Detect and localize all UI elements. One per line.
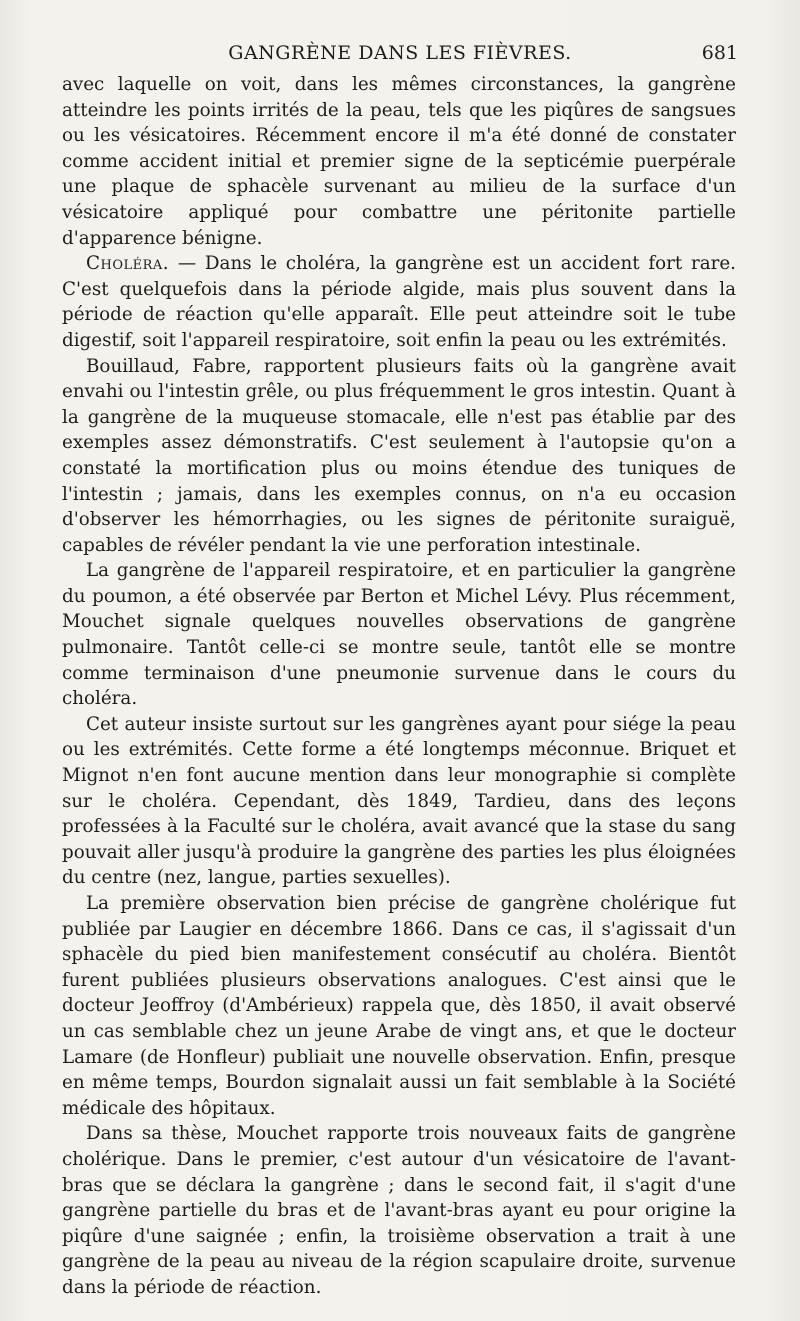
section-heading-cholera: Choléra.	[86, 253, 170, 275]
page-header	[62, 38, 738, 68]
paragraph-text: Bouillaud, Fabre, rapportent plusieurs faits où la gangrène avait envahi ou l'intestin grêle, ou plus fréquemment le gros intestin. Quant à la gangrène de la muqueuse stomacale, elle n'est pas établie par des exemples assez démonstratifs. C'est seulement à l'autopsie qu'on a constaté la mortification plus ou moins étendue des tuniques de l'intestin ; jamais, dans les exemples connus, on n'a eu occasion d'observer les hémorrhagies, ou les signes de péritonite suraiguë, capables de révéler pendant la vie une perforation intestinale.	[62, 355, 736, 556]
paragraph-continuation	[62, 72, 736, 251]
running-title: GANGRÈNE DANS LES FIÈVRES.	[228, 42, 572, 64]
paragraph-text: Dans sa thèse, Mouchet rapporte trois nouveaux faits de gangrène cholérique. Dans le premier, c'est autour d'un vésicatoire de l'avant-bras que se déclara la gangrène ; dans le second fait, il s'agit d'une gangrène partielle du bras et de l'avant-bras ayant eu pour origine la piqûre d'une saignée ; enfin, la troisième observation a trait à une gangrène de la peau au niveau de la région scapulaire droite, survenue dans la période de réaction.	[62, 1123, 736, 1298]
paragraph-intestine	[62, 354, 736, 559]
body-text	[62, 72, 736, 1301]
paragraph-text: — Dans le choléra, la gangrène est un accident fort rare. C'est quelquefois dans la période algide, mais plus souvent dans la période de réaction qu'elle apparaît. Elle peut atteindre soit le tube digestif, soit l'appareil respiratoire, soit enfin la peau ou les extrémités.	[62, 253, 736, 351]
page-number: 681	[701, 42, 738, 64]
paragraph-mouchet-thesis	[62, 1121, 736, 1300]
paragraph-first-observation	[62, 891, 736, 1121]
paragraph-text: avec laquelle on voit, dans les mêmes circonstances, la gangrène atteindre les points irrités de la peau, tels que les piqûres de sangsues ou les vésicatoires. Récemment encore il m'a été donné de constater comme accident initial et premier signe de la septicémie puerpérale une plaque de sphacèle survenant au milieu de la surface d'un vésicatoire appliqué pour combattre une péritonite partielle d'apparence bénigne.	[62, 74, 736, 249]
paragraph-respiratory	[62, 558, 736, 712]
paragraph-text: La première observation bien précise de gangrène cholérique fut publiée par Laugier en décembre 1866. Dans ce cas, il s'agissait d'un sphacèle du pied bien manifestement consécutif au choléra. Bientôt furent publiées plusieurs observations analogues. C'est ainsi que le docteur Jeoffroy (d'Ambérieux) rappela que, dès 1850, il avait observé un cas semblable chez un jeune Arabe de vingt ans, et que le docteur Lamare (de Honfleur) publiait une nouvelle observation. Enfin, presque en même temps, Bourdon signalait aussi un fait semblable à la Société médicale des hôpitaux.	[62, 893, 736, 1119]
paragraph-skin-extremities	[62, 712, 736, 891]
paragraph-cholera	[62, 251, 736, 353]
paragraph-text: Cet auteur insiste surtout sur les gangrènes ayant pour siége la peau ou les extrémités. Cette forme a été longtemps méconnue. Briquet et Mignot n'en font aucune mention dans leur monographie si complète sur le choléra. Cependant, dès 1849, Tardieu, dans des leçons professées à la Faculté sur le choléra, avait avancé que la stase du sang pouvait aller jusqu'à produire la gangrène des parties les plus éloignées du centre (nez, langue, parties sexuelles).	[62, 713, 736, 889]
paragraph-text: La gangrène de l'appareil respiratoire, et en particulier la gangrène du poumon, a été observée par Berton et Michel Lévy. Plus récemment, Mouchet signale quelques nouvelles observations de gangrène pulmonaire. Tantôt celle-ci se montre seule, tantôt elle se montre comme terminaison d'une pneumonie survenue dans le cours du choléra.	[62, 560, 736, 710]
